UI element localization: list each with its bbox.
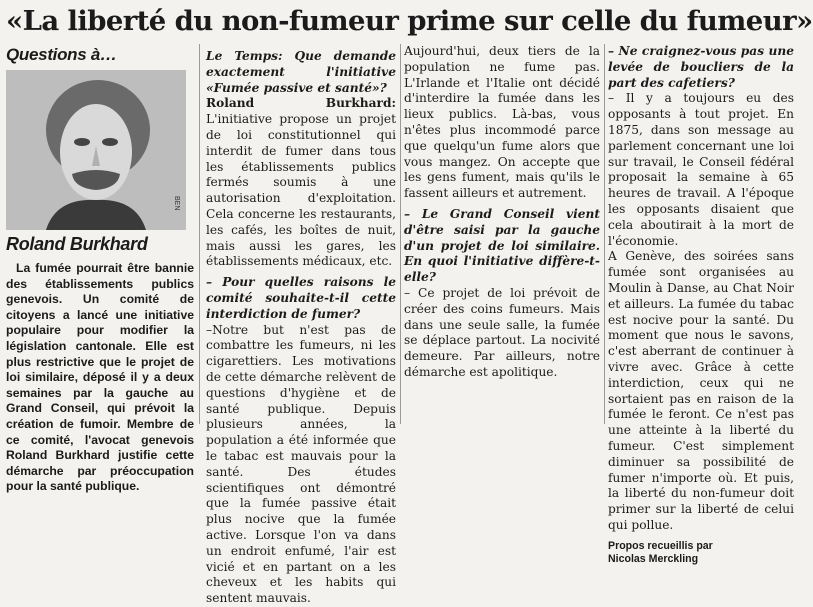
column-rule — [199, 44, 200, 424]
interviewee-name: Roland Burkhard — [6, 234, 148, 254]
answer-3: – Ce projet de loi prévoit de créer des coins fumeurs. Mais dans une seule salle, la fumée se déplace partout. La nocivité demeure. Par ailleurs, notre démarche est apolitique. — [404, 285, 600, 379]
photo-credit: BEN — [173, 196, 180, 211]
answer-1 — [206, 96, 396, 270]
answer-2-continued: Aujourd'hui, deux tiers de la population ne fume pas. L'Irlande et l'Italie ont décidé d'interdire la fumée dans les lieux publics. Là-bas, vous n'êtes plus incommodé parce que quelqu'un fume alors que vous mangez. On accepte que les gens fument, mais qu'ils le fassent ailleurs et autrement. — [404, 44, 600, 201]
column-rule — [604, 44, 605, 424]
column-1 — [6, 44, 194, 494]
headline: «La liberté du non-fumeur prime sur celle du fumeur» — [6, 5, 813, 37]
portrait-photo — [6, 70, 186, 230]
kicker: Questions à… — [6, 45, 117, 64]
speaker-label: Roland Burkhard: — [206, 96, 396, 111]
column-rule — [400, 44, 401, 424]
question-2: – Pour quelles raisons le comité souhaite-t-il cette interdiction de fumer? — [206, 275, 396, 321]
question-4: – Ne craignez-vous pas une levée de boucliers de la part des cafetiers? — [608, 44, 794, 90]
column-4 — [608, 44, 794, 565]
byline-author: Nicolas Merckling — [608, 552, 699, 565]
byline-intro: Propos recueillis par — [608, 539, 713, 552]
byline — [608, 540, 794, 566]
answer-4: – Il y a toujours eu des opposants à tout projet. En 1875, dans son message au parlement concernant une loi sur travail, le Conseil fédéral proposait la semaine à 65 heures de travail. A l'époque les opposants disaient que cela aboutirait à la mort de l'économie. — [608, 91, 794, 248]
answer-2: –Notre but n'est pas de combattre les fumeurs, ni les cigarettiers. Les motivations de cette démarche relèvent de questions d'hygiène et de santé publique. Depuis plusieurs années, la population a été informée que le tabac est mauvais pour la santé. Des études scientifiques ont démontré que la fumée passive était plus nocive que la fumée active. Lorsque l'on va dans un endroit enfumé, l'air est vicié et en partant on a les cheveux et les habits qui sentent mauvais. — [206, 322, 396, 606]
question-1: Le Temps: Que demande exactement l'initiative «Fumée passive et santé»? — [206, 49, 396, 95]
answer-1-text: L'initiative propose un projet de loi constitutionnel qui interdit de fumer dans tous les établissements publics fermés soumis à une autorisation d'exploitation. Cela concerne les restaurants, les cafés, les boîtes de nuit, mais aussi les gares, les établissements médicaux, etc. — [206, 112, 396, 269]
question-3: – Le Grand Conseil vient d'être saisi par la gauche d'un projet de loi similaire. En quoi l'initiative diffère-t-elle? — [404, 206, 600, 285]
column-3 — [404, 44, 600, 426]
lead-paragraph: La fumée pourrait être bannie des établissements publics genevois. Un comité de citoyens a lancé une initiative populaire pour modifier la législation cantonale. Elle est plus restrictive que le projet de loi similaire, déposé il y a deux semaines par la gauche au Grand Conseil, qui prévoit la création de fumoir. Membre de ce comité, l'avocat genevois Roland Burkhard justifie cette démarche par préoccupation pour la santé publique. — [6, 261, 194, 494]
portrait-icon — [6, 70, 186, 230]
column-2 — [206, 44, 396, 606]
answer-4-continued: A Genève, des soirées sans fumée sont organisées au Moulin à Danse, au Chat Noir et ailleurs. La fumée du tabac est nocive pour la santé. Du moment que nous le savons, c'est aberrant de continuer à vivre avec. Grâce à cette interdiction, ceux qui ne sortaient pas en raison de la fumée le feront. Ce n'est pas une atteinte à la liberté du fumeur. C'est simplement diminuer sa possibilité de fumer n'importe où. Et puis, la liberté du non-fumeur doit primer sur la liberté de celui qui pollue. — [608, 249, 794, 532]
